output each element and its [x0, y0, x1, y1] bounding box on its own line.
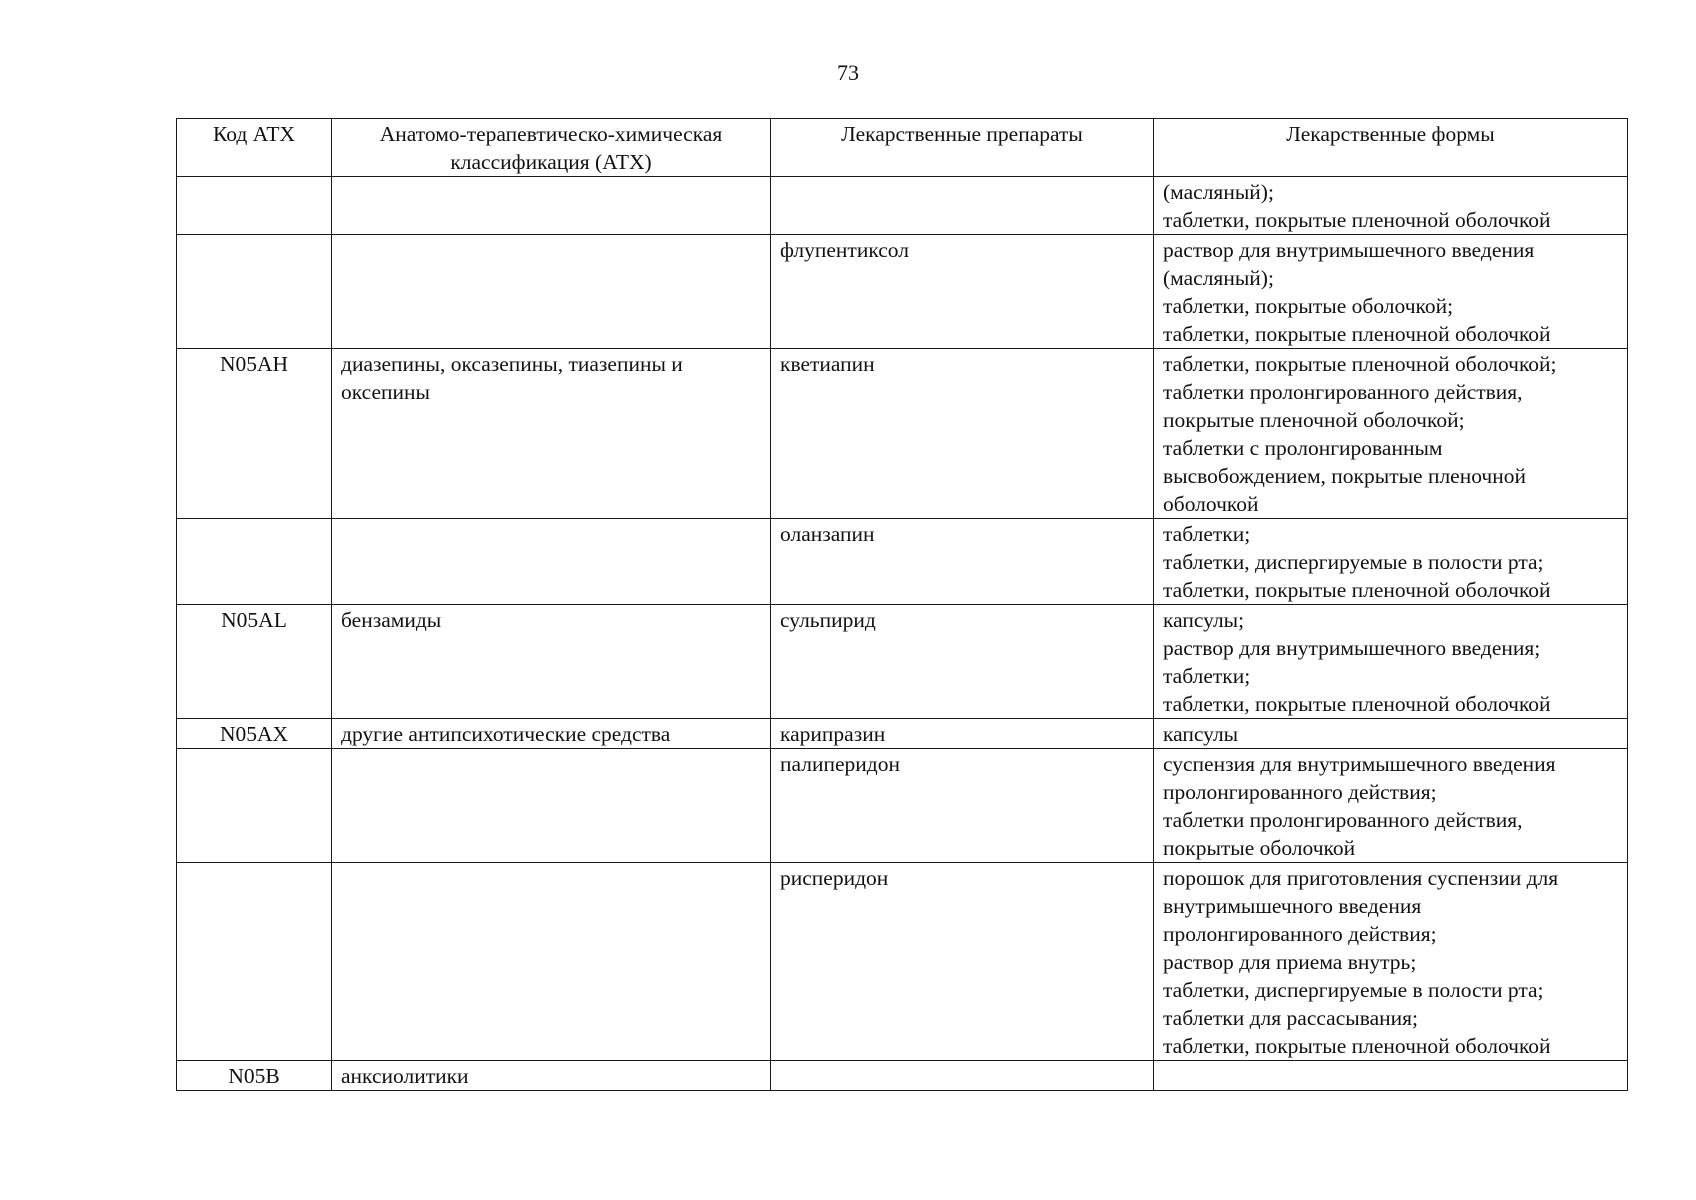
dosage-form-line: таблетки, покрытые пленочной оболочкой [1163, 578, 1551, 602]
cell-atc-code [177, 235, 332, 349]
cell-atc-classification [332, 177, 771, 235]
table-row [177, 177, 1628, 235]
table-row [177, 235, 1628, 349]
cell-dosage-forms [1154, 177, 1628, 235]
cell-drug-name: кветиапин [771, 349, 1154, 519]
dosage-form-line: покрытые оболочкой [1163, 836, 1356, 860]
header-drugs: Лекарственные препараты [771, 119, 1154, 177]
dosage-form-line: таблетки, покрытые пленочной оболочкой [1163, 692, 1551, 716]
dosage-form-line: пролонгированного действия; [1163, 922, 1437, 946]
dosage-form-line: таблетки для рассасывания; [1163, 1006, 1418, 1030]
cell-atc-classification [332, 235, 771, 349]
dosage-form-line: таблетки пролонгированного действия, [1163, 380, 1523, 404]
header-atc-code: Код АТХ [177, 119, 332, 177]
dosage-form-line: внутримышечного введения [1163, 894, 1422, 918]
header-dosage-forms: Лекарственные формы [1154, 119, 1628, 177]
table-header [177, 119, 1628, 177]
dosage-form-line: таблетки с пролонгированным [1163, 436, 1443, 460]
cell-atc-code: N05AX [177, 719, 332, 749]
cell-dosage-forms [1154, 519, 1628, 605]
cell-atc-classification: диазепины, оксазепины, тиазепины и оксепины [332, 349, 771, 519]
dosage-form-line: таблетки; [1163, 664, 1251, 688]
cell-dosage-forms [1154, 349, 1628, 519]
cell-atc-classification [332, 749, 771, 863]
table-row [177, 749, 1628, 863]
dosage-form-line: таблетки, покрытые оболочкой; [1163, 294, 1454, 318]
dosage-form-line: порошок для приготовления суспензии для [1163, 866, 1559, 890]
dosage-form-line: таблетки; [1163, 522, 1251, 546]
dosage-form-line: оболочкой [1163, 492, 1259, 516]
cell-dosage-forms [1154, 1061, 1628, 1091]
dosage-form-line: таблетки пролонгированного действия, [1163, 808, 1523, 832]
cell-dosage-forms [1154, 749, 1628, 863]
table-row [177, 605, 1628, 719]
cell-atc-code [177, 863, 332, 1061]
cell-dosage-forms [1154, 719, 1628, 749]
cell-drug-name: сульпирид [771, 605, 1154, 719]
atc-drug-table [176, 118, 1628, 1091]
cell-drug-name: карипразин [771, 719, 1154, 749]
table-row [177, 519, 1628, 605]
dosage-form-line: покрытые пленочной оболочкой; [1163, 408, 1465, 432]
dosage-form-line: раствор для приема внутрь; [1163, 950, 1417, 974]
dosage-form-line: раствор для внутримышечного введения; [1163, 636, 1541, 660]
table-row [177, 719, 1628, 749]
dosage-form-line: капсулы [1163, 722, 1239, 746]
cell-atc-code [177, 177, 332, 235]
cell-atc-code: N05AH [177, 349, 332, 519]
cell-atc-code: N05AL [177, 605, 332, 719]
cell-drug-name: палиперидон [771, 749, 1154, 863]
dosage-form-line: пролонгированного действия; [1163, 780, 1437, 804]
cell-dosage-forms [1154, 235, 1628, 349]
dosage-form-line: высвобождением, покрытые пленочной [1163, 464, 1527, 488]
cell-drug-name: флупентиксол [771, 235, 1154, 349]
cell-dosage-forms [1154, 605, 1628, 719]
cell-atc-classification: бензамиды [332, 605, 771, 719]
cell-drug-name [771, 1061, 1154, 1091]
dosage-form-line: суспензия для внутримышечного введения [1163, 752, 1556, 776]
cell-drug-name: оланзапин [771, 519, 1154, 605]
dosage-form-line: раствор для внутримышечного введения [1163, 238, 1535, 262]
header-row [177, 119, 1628, 177]
page-number: 73 [837, 60, 859, 85]
dosage-form-line: капсулы; [1163, 608, 1245, 632]
cell-atc-classification [332, 863, 771, 1061]
dosage-form-line: (масляный); [1163, 180, 1274, 204]
dosage-form-line: (масляный); [1163, 266, 1274, 290]
dosage-form-line: таблетки, покрытые пленочной оболочкой [1163, 208, 1551, 232]
dosage-form-line: таблетки, покрытые пленочной оболочкой; [1163, 352, 1557, 376]
cell-drug-name [771, 177, 1154, 235]
cell-atc-classification: анксиолитики [332, 1061, 771, 1091]
table-row [177, 1061, 1628, 1091]
header-atc-classification: Анатомо-терапевтическо-химическая классификация (АТХ) [332, 119, 771, 177]
cell-drug-name: рисперидон [771, 863, 1154, 1061]
dosage-form-line: таблетки, покрытые пленочной оболочкой [1163, 1034, 1551, 1058]
dosage-form-line: таблетки, диспергируемые в полости рта; [1163, 978, 1544, 1002]
cell-atc-code [177, 749, 332, 863]
table-body [177, 177, 1628, 1091]
table-row [177, 349, 1628, 519]
dosage-form-line: таблетки, покрытые пленочной оболочкой [1163, 322, 1551, 346]
dosage-form-line: таблетки, диспергируемые в полости рта; [1163, 550, 1544, 574]
cell-atc-code: N05B [177, 1061, 332, 1091]
cell-atc-classification: другие антипсихотические средства [332, 719, 771, 749]
cell-atc-classification [332, 519, 771, 605]
cell-dosage-forms [1154, 863, 1628, 1061]
table-row [177, 863, 1628, 1061]
cell-atc-code [177, 519, 332, 605]
